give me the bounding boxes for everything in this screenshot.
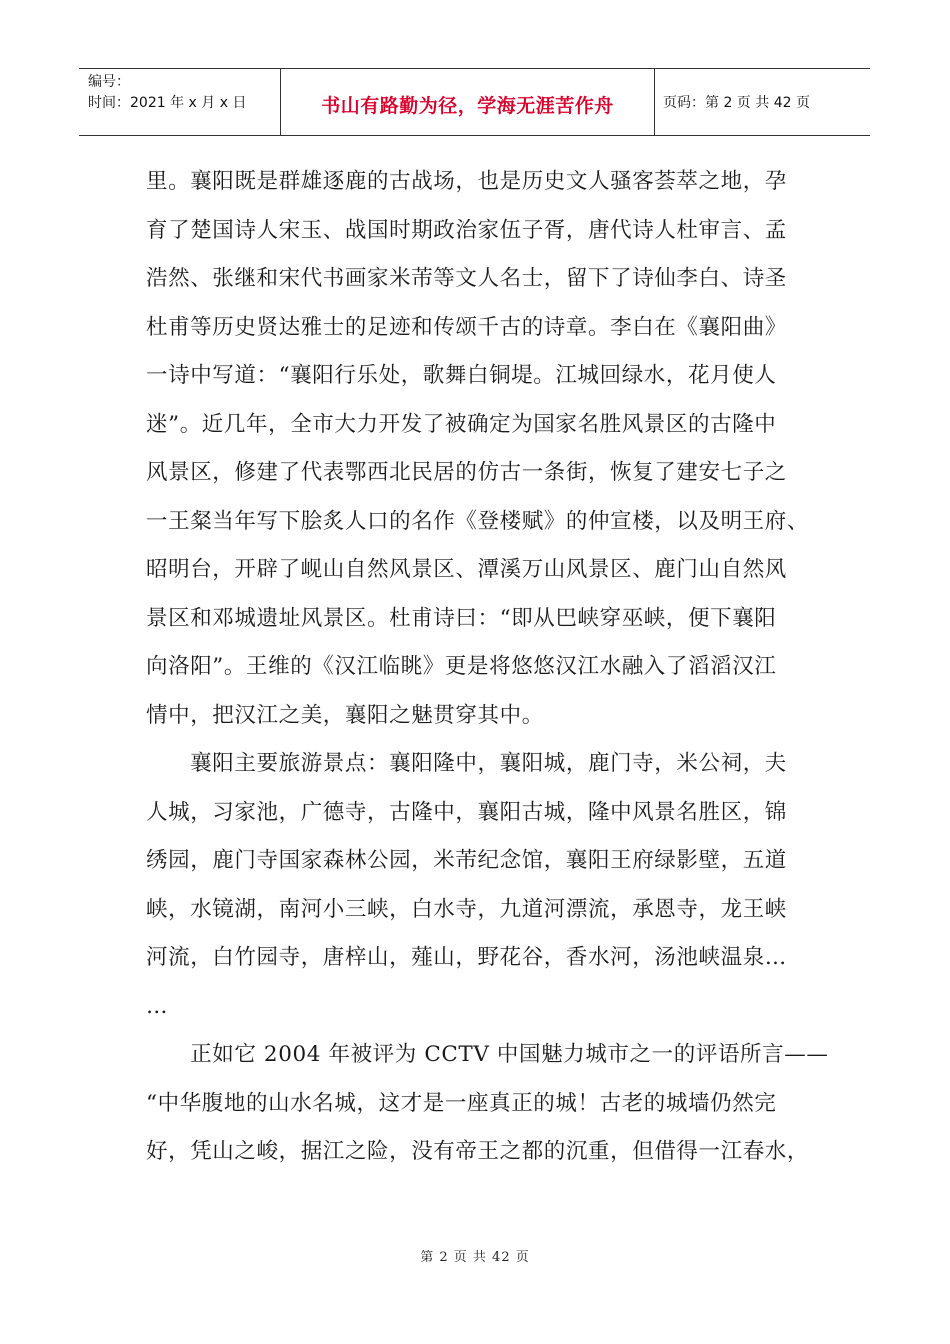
body-text-line: 情中，把汉江之美，襄阳之魅贯穿其中。 (146, 702, 544, 728)
body-text-line: 昭明台，开辟了岘山自然风景区、潭溪万山风景区、鹿门山自然风 (146, 557, 787, 582)
body-text-line: 育了楚国诗人宋玉、战国时期政治家伍子胥，唐代诗人杜审言、孟 (146, 217, 787, 243)
header-page-cell (655, 69, 870, 135)
body-text-line: 风景区，修建了代表鄂西北民居的仿古一条街，恢复了建安七子之 (146, 460, 787, 485)
body-text-line: 一诗中写道：“襄阳行乐处，歌舞白铜堤。江城回绿水，花月使人 (146, 363, 777, 388)
body-text-line: 一王粲当年写下脍炙人口的名作《登楼赋》的仲宣楼，以及明王府、 (146, 508, 810, 534)
body-text-line: “中华腹地的山水名城，这才是一座真正的城！古老的城墙仍然完 (146, 1090, 777, 1116)
body-text-line: 向洛阳”。王维的《汉江临眺》更是将悠悠汉江水融入了滔滔汉江 (146, 654, 777, 679)
header-page-info: 页码：第 2 页 共 42 页 (663, 95, 810, 111)
header-motto-cell (281, 69, 655, 135)
body-text-line: … (146, 993, 169, 1019)
body-text-line: 人城，习家池，广德寺，古隆中，襄阳古城，隆中风景名胜区，锦 (146, 799, 787, 825)
page-footer: 第 2 页 共 42 页 (420, 1250, 530, 1265)
body-text-line: 杜甫等历史贤达雅士的足迹和传颂千古的诗章。李白在《襄阳曲》 (146, 314, 787, 340)
body-text-line: 景区和邓城遗址风景区。杜甫诗曰：“即从巴峡穿巫峡，便下襄阳 (146, 605, 777, 631)
body-text-line: 峡，水镜湖，南河小三峡，白水寺，九道河漂流，承恩寺，龙王峡 (146, 896, 787, 922)
header-motto: 书山有路勤为径，学海无涯苦作舟 (321, 94, 614, 117)
body-text-line: 浩然、张继和宋代书画家米芾等文人名士，留下了诗仙李白、诗圣 (146, 266, 787, 291)
body-text-line: 绣园，鹿门寺国家森林公园，米芾纪念馆，襄阳王府绿影壁，五道 (146, 848, 787, 873)
document-body (146, 158, 829, 1177)
document-header (79, 68, 870, 136)
body-text-line: 襄阳主要旅游景点：襄阳隆中，襄阳城，鹿门寺，米公祠，夫 (146, 751, 787, 776)
body-text-line: 里。襄阳既是群雄逐鹿的古战场，也是历史文人骚客荟萃之地，孕 (146, 169, 787, 194)
body-text-line: 河流，白竹园寺，唐梓山，薤山，野花谷，香水河，汤池峡温泉… (146, 945, 787, 970)
body-text-line: 好，凭山之峻，据江之险，没有帝王之都的沉重，但借得一江春水， (146, 1139, 810, 1164)
document-date: 时间：2021 年 x 月 x 日 (88, 95, 247, 111)
header-meta-cell (79, 69, 281, 135)
document-number-label: 编号： (88, 74, 130, 90)
body-text-line: 迷”。近几年，全市大力开发了被确定为国家名胜风景区的古隆中 (146, 411, 777, 437)
body-text-line: 正如它 2004 年被评为 CCTV 中国魅力城市之一的评语所言—— (146, 1042, 829, 1067)
